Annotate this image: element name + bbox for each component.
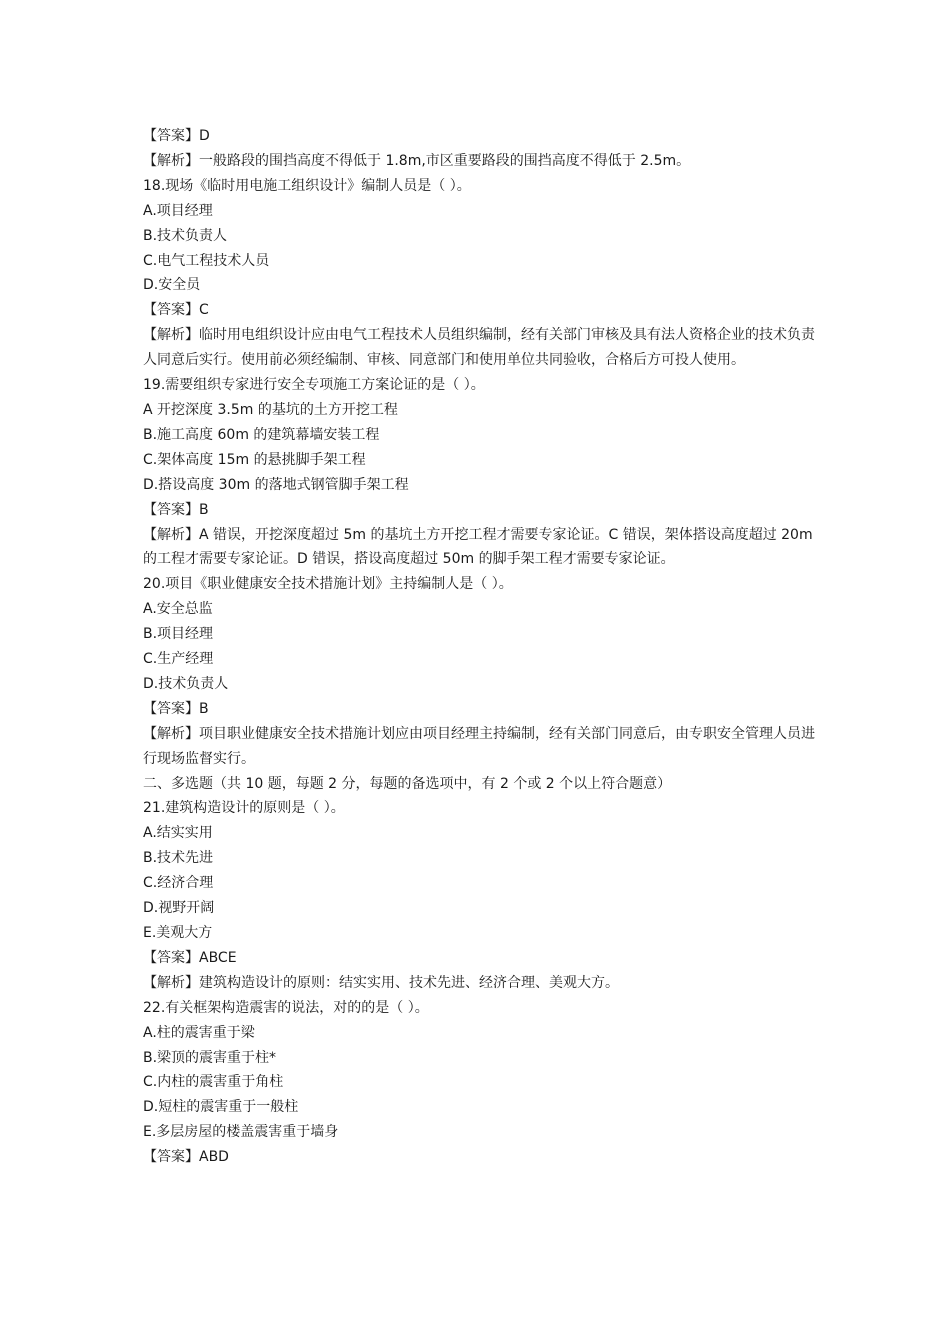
text-line: C.电气工程技术人员 bbox=[143, 252, 270, 269]
text-line: B.技术负责人 bbox=[143, 227, 228, 244]
text-line: C.生产经理 bbox=[143, 651, 214, 668]
text-line: E.多层房屋的楼盖震害重于墙身 bbox=[143, 1124, 339, 1141]
text-line: D.安全员 bbox=[143, 277, 201, 294]
text-line: B.项目经理 bbox=[143, 626, 214, 643]
explanation-paragraph: 【解析】项目职业健康安全技术措施计划应由项目经理主持编制，经有关部门同意后，由专职安全管理人员进行现场监督实行。 bbox=[143, 725, 815, 767]
explanation-paragraph: 【解析】A 错误，开挖深度超过 5m 的基坑土方开挖工程才需要专家论证。C 错误，架体搭设高度超过 20m 的工程才需要专家论证。D 错误，搭设高度超过 50m 的脚手架工程才需要专家论证。 bbox=[143, 526, 813, 568]
text-line: 【答案】B bbox=[143, 501, 209, 518]
text-line: A.柱的震害重于梁 bbox=[143, 1024, 255, 1041]
text-line: D.技术负责人 bbox=[143, 675, 229, 692]
text-line: 【答案】B bbox=[143, 700, 209, 717]
text-line: E.美观大方 bbox=[143, 925, 213, 941]
text-line: A.安全总监 bbox=[143, 601, 213, 618]
text-line: 【答案】ABCE bbox=[143, 949, 237, 966]
text-line: 22.有关框架构造震害的说法，对的的是（ ）。 bbox=[143, 999, 429, 1016]
text-line: 【答案】ABD bbox=[143, 1149, 229, 1166]
text-line: B.梁顶的震害重于柱* bbox=[143, 1049, 277, 1066]
text-line: A.项目经理 bbox=[143, 202, 213, 219]
text-line: 【答案】D bbox=[143, 128, 210, 144]
text-line: 【答案】C bbox=[143, 302, 209, 319]
text-line: 19.需要组织专家进行安全专项施工方案论证的是（ ）。 bbox=[143, 377, 485, 394]
text-line: D.短柱的震害重于一般柱 bbox=[143, 1099, 299, 1116]
text-line: B.技术先进 bbox=[143, 850, 214, 867]
text-line: D.视野开阔 bbox=[143, 900, 215, 917]
text-line: 21.建筑构造设计的原则是（ ）。 bbox=[143, 800, 345, 817]
text-line: 18.现场《临时用电施工组织设计》编制人员是（ ）。 bbox=[143, 177, 471, 194]
explanation-paragraph: 【解析】临时用电组织设计应由电气工程技术人员组织编制，经有关部门审核及具有法人资格企业的技术负责人同意后实行。使用前必须经编制、审核、同意部门和使用单位共同验收，合格后方可投人使用。 bbox=[143, 327, 815, 369]
text-line: B.施工高度 60m 的建筑幕墙安装工程 bbox=[143, 426, 380, 443]
document-body bbox=[143, 124, 815, 1170]
text-line: C.架体高度 15m 的悬挑脚手架工程 bbox=[143, 451, 366, 468]
text-line: 20.项目《职业健康安全技术措施计划》主持编制人是（ ）。 bbox=[143, 576, 513, 593]
text-line: 二、多选题（共 10 题，每题 2 分，每题的备选项中，有 2 个或 2 个以上符合题意） bbox=[143, 775, 672, 792]
text-line: A.结实实用 bbox=[143, 825, 213, 842]
text-line: D.搭设高度 30m 的落地式钢管脚手架工程 bbox=[143, 476, 409, 493]
text-line: A 开挖深度 3.5m 的基坑的土方开挖工程 bbox=[143, 401, 398, 418]
text-line: C.内柱的震害重于角柱 bbox=[143, 1074, 284, 1091]
text-line: 【解析】建筑构造设计的原则：结实实用、技术先进、经济合理、美观大方。 bbox=[143, 974, 619, 991]
text-line: 【解析】一般路段的围挡高度不得低于 1.8m,市区重要路段的围挡高度不得低于 2.5m。 bbox=[143, 152, 691, 169]
text-line: C.经济合理 bbox=[143, 875, 214, 892]
